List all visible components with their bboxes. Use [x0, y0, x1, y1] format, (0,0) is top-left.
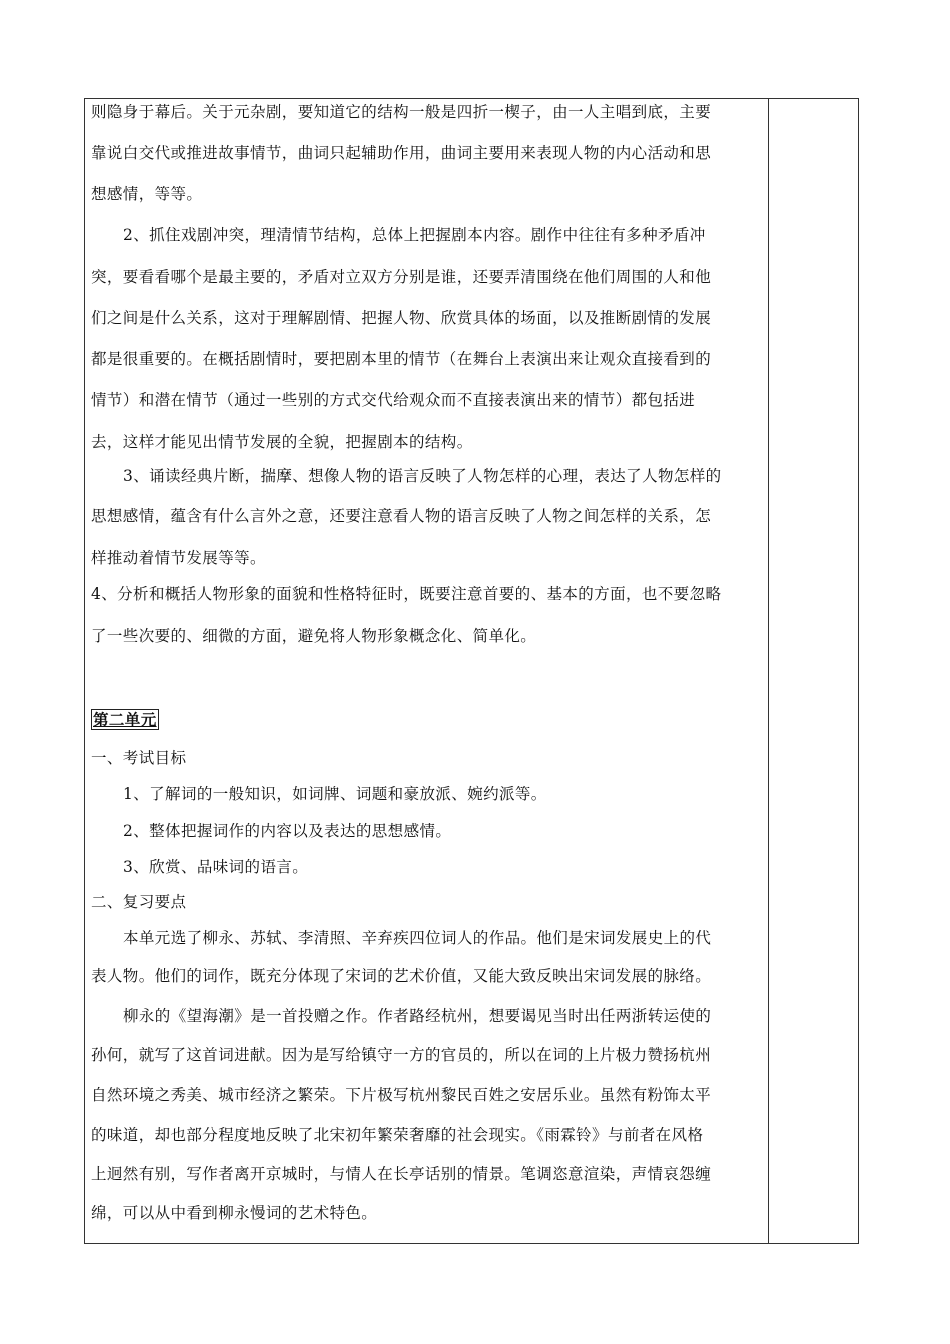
text-line: 二、复习要点 — [91, 893, 187, 911]
text-line: 上迥然有别，写作者离开京城时，与情人在长亭话别的情景。笔调恣意渲染，声情哀怨缠 — [91, 1165, 712, 1183]
text-line: 3、欣赏、品味词的语言。 — [123, 858, 309, 876]
text-line: 1、了解词的一般知识，如词牌、词题和豪放派、婉约派等。 — [123, 785, 547, 803]
text-line: 2、整体把握词作的内容以及表达的思想感情。 — [123, 822, 452, 840]
text-line: 都是很重要的。在概括剧情时，要把剧本里的情节（在舞台上表演出来让观众直接看到的 — [91, 350, 712, 368]
text-line: 4、分析和概括人物形象的面貌和性格特征时，既要注意首要的、基本的方面，也不要忽略 — [91, 585, 722, 603]
text-line: 去，这样才能见出情节发展的全貌，把握剧本的结构。 — [91, 433, 473, 451]
text-line: 则隐身于幕后。关于元杂剧，要知道它的结构一般是四折一楔子，由一人主唱到底，主要 — [91, 103, 712, 121]
text-line: 绵，可以从中看到柳永慢词的艺术特色。 — [91, 1204, 378, 1222]
text-line: 样推动着情节发展等等。 — [91, 549, 266, 567]
text-line: 突，要看看哪个是最主要的，矛盾对立双方分别是谁，还要弄清围绕在他们周围的人和他 — [91, 268, 712, 286]
text-line: 表人物。他们的词作，既充分体现了宋词的艺术价值，又能大致反映出宋词发展的脉络。 — [91, 967, 712, 985]
text-line: 了一些次要的、细微的方面，避免将人物形象概念化、简单化。 — [91, 627, 537, 645]
text-line: 2、抓住戏剧冲突，理清情节结构，总体上把握剧本内容。剧作中往往有多种矛盾冲 — [123, 226, 706, 244]
text-line: 本单元选了柳永、苏轼、李清照、辛弃疾四位词人的作品。他们是宋词发展史上的代 — [123, 929, 712, 947]
text-line: 自然环境之秀美、城市经济之繁荣。下片极写杭州黎民百姓之安居乐业。虽然有粉饰太平 — [91, 1086, 712, 1104]
text-line: 情节）和潜在情节（通过一些别的方式交代给观众而不直接表演出来的情节）都包括进 — [91, 391, 696, 409]
section-heading-text: 第二单元 — [93, 710, 157, 729]
text-line: 一、考试目标 — [91, 749, 187, 767]
table-column-divider — [768, 98, 769, 1244]
text-line: 3、诵读经典片断，揣摩、想像人物的语言反映了人物怎样的心理，表达了人物怎样的 — [123, 467, 722, 485]
text-line: 靠说白交代或推进故事情节，曲词只起辅助作用，曲词主要用来表现人物的内心活动和思 — [91, 144, 712, 162]
text-line: 的味道，却也部分程度地反映了北宋初年繁荣奢靡的社会现实。《雨霖铃》与前者在风格 — [91, 1126, 704, 1144]
text-line: 想感情，等等。 — [91, 185, 203, 203]
text-line: 柳永的《望海潮》是一首投赠之作。作者路经杭州，想要谒见当时出任两浙转运使的 — [123, 1007, 712, 1025]
section-heading — [91, 708, 159, 730]
text-line: 孙何，就写了这首词进献。因为是写给镇守一方的官员的，所以在词的上片极力赞扬杭州 — [91, 1046, 712, 1064]
text-line: 思想感情，蕴含有什么言外之意，还要注意看人物的语言反映了人物之间怎样的关系，怎 — [91, 507, 712, 525]
text-line: 们之间是什么关系，这对于理解剧情、把握人物、欣赏具体的场面，以及推断剧情的发展 — [91, 309, 712, 327]
